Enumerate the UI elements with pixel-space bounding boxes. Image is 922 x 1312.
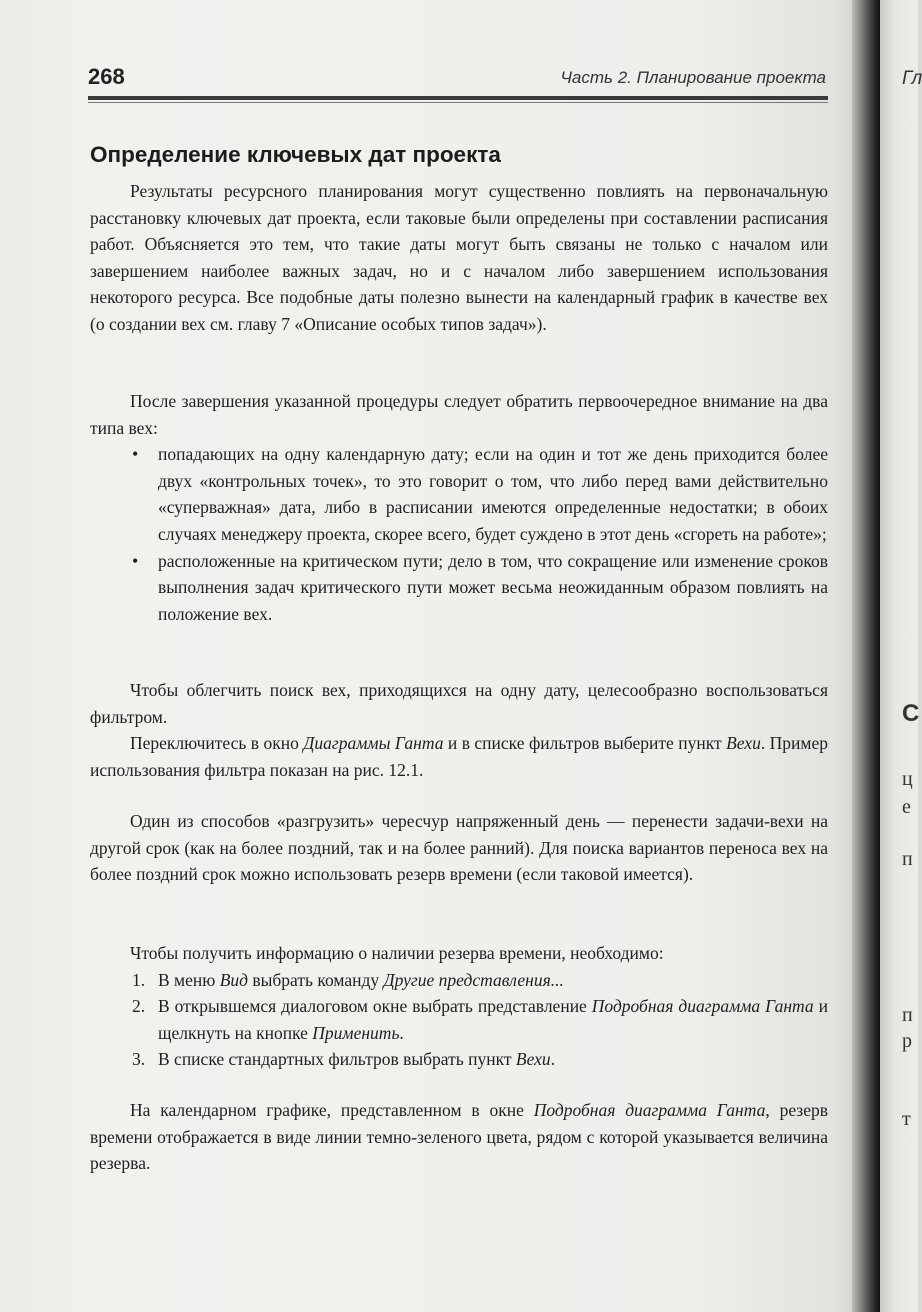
paragraph-5: Один из способов «разгрузить» чересчур напряженный день — перенести задачи-вехи на другой срок (как на более поздний, так и на более ранний). Для поиска вариантов переноса вех на более поздний срок можно использовать резерв времени (если таковой имеется).: [90, 811, 828, 885]
paragraph-2: После завершения указанной процедуры следует обратить первоочередное внимание на два типа вех:: [90, 391, 828, 438]
term-detail-gantt: Подробная диаграмма Ганта: [533, 1100, 766, 1120]
text-run: В меню: [158, 969, 220, 990]
term-other-views: Другие представления...: [383, 969, 564, 990]
list-item: • расположенные на критическом пути; дело в том, что сокращение или изменение сроков выполнения задач критического пути может весьма неожиданным образом повлиять на положение вех.: [90, 548, 828, 628]
text-run: и в списке фильтров выберите пункт: [443, 733, 727, 754]
section-title: Определение ключевых дат проекта: [90, 142, 501, 167]
text-run: .: [399, 1022, 404, 1043]
text-block-slack: [90, 1097, 828, 1177]
step-number: 3.: [132, 1049, 146, 1070]
list-item: [90, 993, 828, 1046]
text-run: , резерв времени отображается в виде линии темно-зеленого цвета, рядом с которой указывается величина резерва.: [90, 1100, 828, 1174]
text-run: В открывшемся диалоговом окне выбрать представление: [158, 996, 592, 1017]
text-block-unload: [90, 808, 828, 888]
next-page-fragment: Гл: [902, 68, 922, 89]
text-block-intro: [90, 178, 828, 338]
header-rule-thin: [88, 102, 828, 103]
term-apply: Применить: [312, 1022, 400, 1043]
text-run: В списке стандартных фильтров выбрать пункт: [158, 1049, 516, 1070]
term-milestones: Вехи: [515, 1049, 551, 1070]
next-page-fragment: р: [902, 1030, 912, 1052]
step-number: 1.: [132, 969, 146, 990]
text-run: Переключитесь в окно: [130, 733, 304, 754]
next-page-fragment: ц: [902, 768, 913, 790]
paragraph-6: Чтобы получить информацию о наличии резерва времени, необходимо:: [130, 943, 664, 963]
list-item: • попадающих на одну календарную дату; если на один и тот же день приходится более двух «контрольных точек», то это говорит о том, что либо перед вами действительно «суперважная» дата, либо в расписании имеются определенные недостатки; в обоих случаях менеджеру проекта, скорее всего, будет суждено в этот день «сгореть на работе»;: [90, 441, 828, 547]
next-page-fragment: е: [902, 796, 911, 818]
book-gutter: [852, 0, 880, 1312]
step-number: 2.: [132, 996, 146, 1017]
term-gantt: Диаграммы Ганта: [303, 733, 444, 754]
next-page-fragment: п: [902, 848, 913, 870]
text-run: . Пример использования фильтра показан на рис. 12.1.: [90, 733, 828, 780]
next-page-fragment: т: [902, 1108, 911, 1130]
text-block-filter: [90, 677, 828, 783]
text-run: и щелкнуть на кнопке: [158, 996, 828, 1043]
milestone-type-list: [90, 441, 828, 627]
running-head: Часть 2. Планирование проекта: [560, 68, 826, 87]
list-item: [90, 1046, 828, 1073]
page-number: 268: [88, 64, 125, 89]
paragraph-4: [90, 730, 828, 783]
term-milestones: Вехи: [726, 733, 761, 754]
next-page-fragment: п: [902, 1004, 913, 1026]
list-item: [90, 967, 828, 994]
paragraph-1: Результаты ресурсного планирования могут существенно повлиять на первоначальную расстановку ключевых дат проекта, если таковые были определены при составлении расписания работ. Объясняется это тем, что такие даты могут быть связаны не только с началом или завершением наиболее важных задач, но и с началом либо завершением использования некоторого ресурса. Все подобные даты полезно вынести на календарный график в качестве вех (о создании вех см. главу 7 «Описание особых типов задач»).: [90, 181, 828, 334]
text-run: .: [550, 1049, 556, 1070]
text-block-milestone-types: [90, 388, 828, 627]
next-page-edge: [880, 0, 922, 1312]
paragraph-7: [90, 1097, 828, 1177]
steps-list: [90, 967, 828, 1073]
text-block-steps: [90, 940, 828, 1073]
text-run: На календарном графике, представленном в окне: [130, 1100, 534, 1120]
header-rule: [88, 96, 828, 100]
paragraph-3: Чтобы облегчить поиск вех, приходящихся на одну дату, целесообразно воспользоваться фильтром.: [90, 680, 828, 727]
term-view-menu: Вид: [219, 969, 248, 990]
page-header: [88, 64, 826, 94]
term-detail-gantt: Подробная диаграмма Ганта: [591, 996, 814, 1017]
text-run: выбрать команду: [248, 969, 384, 990]
next-page-fragment: С: [902, 700, 920, 727]
